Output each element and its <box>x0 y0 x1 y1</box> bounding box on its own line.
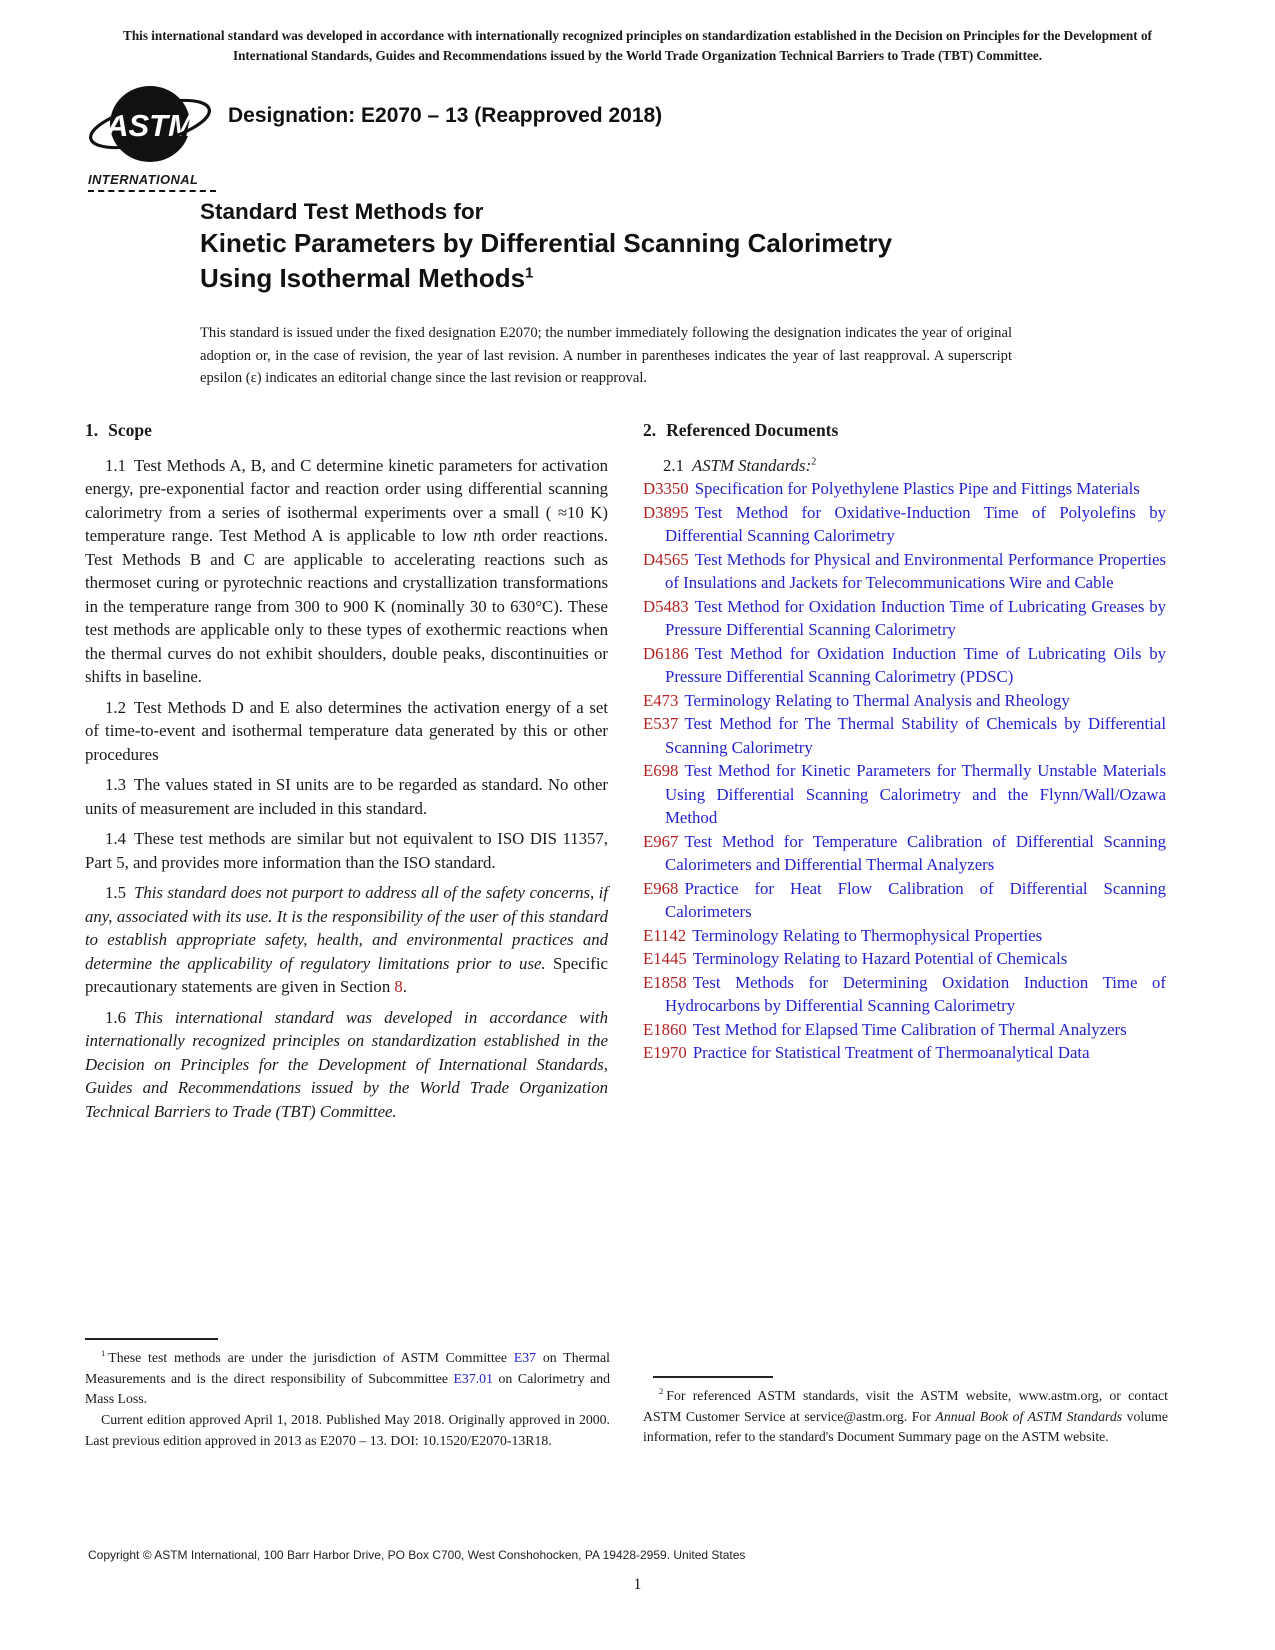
scope-paragraph-1-6: 1.6 This international standard was developed in accordance with internationally recognized principles on standardization established in the Decision on Principles for the Development of International Standards, Guides and Recommendations issued by the World Trade Organization Technical Barriers to Trade (TBT) Committee. <box>85 1007 608 1121</box>
reference-item <box>643 689 1166 713</box>
document-title <box>200 198 1060 295</box>
scope-paragraph-1-2: 1.2 Test Methods D and E also determines the activation energy of a set of time-to-event and isothermal temperature data generated by this or other procedures <box>85 697 608 764</box>
standard-title-link[interactable]: Test Method for Oxidation Induction Time of Lubricating Oils by Pressure Differential Scanning Calorimetry (PDSC) <box>665 643 1166 687</box>
standard-code-link[interactable]: E1445 <box>643 949 687 969</box>
standard-title-link[interactable]: Terminology Relating to Hazard Potential of Chemicals <box>692 949 1068 969</box>
title-footnote-marker: 1 <box>525 264 534 282</box>
standard-title-link[interactable]: Test Method for Elapsed Time Calibration of Thermal Analyzers <box>692 1019 1127 1039</box>
reference-item <box>643 877 1166 924</box>
standard-title-link[interactable]: Terminology Relating to Thermophysical Properties <box>692 925 1043 945</box>
issuing-note: This standard is issued under the fixed designation E2070; the number immediately following the designation indicates the year of original adoption or, in the case of revision, the year of last revision. A number in parentheses indicates the year of last reapproval. A superscript epsilon (ε) indicates an editorial change since the last revision or reapproval. <box>200 325 1012 387</box>
footnote-2: $^2$ For referenced ASTM standards, visit the ASTM website, www.astm.org, or contact ASTM Customer Service at service@astm.org. For Annual Book of ASTM Standards volume information, refer to the standard's Document Summary page on the ASTM website. <box>643 1386 1168 1445</box>
standard-title-link[interactable]: Test Methods for Determining Oxidation Induction Time of Hydrocarbons by Differential Scanning Calorimetry <box>665 972 1166 1016</box>
footnote-2-marker: 2 <box>811 455 817 467</box>
committee-e37-link[interactable]: E37 <box>513 1350 537 1365</box>
subcommittee-e37-01-link[interactable]: E37.01 <box>453 1370 493 1386</box>
reference-item <box>643 712 1166 759</box>
standard-code-link[interactable]: E1860 <box>643 1019 687 1039</box>
reference-item <box>643 971 1166 1018</box>
reference-item <box>643 642 1166 689</box>
standard-title-link[interactable]: Test Method for Oxidative-Induction Time of Polyolefins by Differential Scanning Calorimetry <box>665 502 1166 546</box>
standard-code-link[interactable]: D3350 <box>643 479 689 499</box>
title-line-3: Using Isothermal Methods$^1$ <box>200 262 534 293</box>
right-column <box>643 418 1166 1065</box>
footnote-1-marker: 1 <box>101 1348 106 1359</box>
astm-logo <box>88 84 218 192</box>
standard-title-link[interactable]: Test Method for Kinetic Parameters for Thermally Unstable Materials Using Differential Scanning Calorimetry and the Flynn/Wall/Ozawa Method <box>665 761 1166 828</box>
reference-item <box>643 501 1166 548</box>
astm-globe-icon <box>88 84 216 166</box>
standard-code-link[interactable]: E1858 <box>643 972 687 992</box>
reference-item <box>643 924 1166 948</box>
page-number: 1 <box>633 1576 642 1593</box>
standard-code-link[interactable]: E1142 <box>643 925 687 945</box>
standard-title-link[interactable]: Practice for Statistical Treatment of Thermoanalytical Data <box>692 1043 1090 1063</box>
reference-item <box>643 947 1166 971</box>
left-column <box>85 418 608 1123</box>
reference-item <box>643 1041 1166 1065</box>
scope-paragraph-1-1: 1.1 Test Methods A, B, and C determine kinetic parameters for activation energy, pre-exponential factor and reaction order using differential scanning calorimetry from a series of isothermal experiments over a small ( ≈10 K) temperature range. Test Method A is applicable to low nth order reactions. Test Methods B and C are applicable to accelerating reactions such as thermoset curing or pyrotechnic reactions and crystallization transformations in the temperature range from 300 to 900 K (nominally 30 to 630°C). These test methods are applicable only to these types of exothermic reactions when the thermal curves do not exhibit shoulders, double peaks, discontinuities or shifts in baseline. <box>85 455 608 687</box>
standard-code-link[interactable]: E1970 <box>643 1043 687 1063</box>
footnote-separator-right <box>653 1376 773 1378</box>
standard-code-link[interactable]: D5483 <box>643 596 689 616</box>
title-line-1: Standard Test Methods for <box>200 199 484 224</box>
section-8-reference-link[interactable]: 8 <box>394 977 403 997</box>
referenced-subsection-2-1: 2.1 ASTM Standards:$^2$ <box>663 455 817 475</box>
reference-item <box>643 830 1166 877</box>
standard-title-link[interactable]: Specification for Polyethylene Plastics Pipe and Fittings Materials <box>694 479 1140 499</box>
footnote-1: $^1$ These test methods are under the jurisdiction of ASTM Committee E37 on Thermal Measurements and is the direct responsibility of Subcommittee E37.01 on Calorimetry and Mass Loss. Current edition approved April 1, 2018. Published May 2018. Originally approved in 2000. Last previous edition approved in 2013 as E2070 – 13. DOI: 10.1520/E2070-13R18. <box>85 1348 610 1451</box>
astm-logo-text: ASTM <box>106 108 194 143</box>
reference-item <box>643 759 1166 830</box>
standard-title-link[interactable]: Test Method for Temperature Calibration of Differential Scanning Calorimeters and Differential Thermal Analyzers <box>665 831 1166 875</box>
scope-paragraph-1-3: 1.3 The values stated in SI units are to be regarded as standard. No other units of measurement are included in this standard. <box>85 775 608 818</box>
standard-code-link[interactable]: E698 <box>643 761 679 781</box>
standard-code-link[interactable]: E537 <box>643 714 679 734</box>
copyright-line: Copyright © ASTM International, 100 Barr Harbor Drive, PO Box C700, West Conshohocken, PA 19428-2959. United States <box>88 1548 746 1562</box>
title-line-2: Kinetic Parameters by Differential Scanning Calorimetry <box>200 228 893 259</box>
section-2-heading: 2. Referenced Documents <box>643 420 839 440</box>
standard-title-link[interactable]: Test Method for The Thermal Stability of Chemicals by Differential Scanning Calorimetry <box>665 714 1166 757</box>
reference-item <box>643 477 1166 501</box>
section-1-heading: 1. Scope <box>85 420 152 440</box>
standard-title-link[interactable]: Test Method for Oxidation Induction Time of Lubricating Greases by Pressure Differential Scanning Calorimetry <box>665 596 1166 640</box>
standard-code-link[interactable]: D3895 <box>643 502 689 522</box>
reference-item <box>643 548 1166 595</box>
standard-title-link[interactable]: Practice for Heat Flow Calibration of Differential Scanning Calorimeters <box>665 878 1166 922</box>
standard-title-link[interactable]: Test Methods for Physical and Environmental Performance Properties of Insulations and Jackets for Telecommunications Wire and Cable <box>665 549 1166 593</box>
standard-code-link[interactable]: D4565 <box>643 549 689 569</box>
standard-code-link[interactable]: E473 <box>643 690 679 710</box>
scope-paragraph-1-4: 1.4 These test methods are similar but not equivalent to ISO DIS 11357, Part 5, and provides more information than the ISO standard. <box>85 829 608 872</box>
standard-code-link[interactable]: E967 <box>643 831 679 851</box>
standard-code-link[interactable]: E968 <box>643 878 679 898</box>
reference-item <box>643 1018 1166 1042</box>
scope-paragraph-1-5: 1.5 This standard does not purport to address all of the safety concerns, if any, associated with its use. It is the responsibility of the user of this standard to establish appropriate safety, health, and environmental practices and determine the applicability of regulatory limitations prior to use. Specific precautionary statements are given in Section 8. <box>85 883 608 997</box>
reference-item <box>643 595 1166 642</box>
tbt-notice: This international standard was developed in accordance with internationally recognized principles on standardization established in the Decision on Principles for the Development of International Standards, Guides and Recommendations issued by the World Trade Organization Technical Barriers to Trade (TBT) Committee. <box>123 28 1152 64</box>
astm-logo-international-text: INTERNATIONAL <box>88 172 216 192</box>
footnote-separator-left <box>85 1338 218 1340</box>
standard-code-link[interactable]: D6186 <box>643 643 689 663</box>
footnote-2-marker-bottom: 2 <box>659 1386 664 1397</box>
designation: Designation: E2070 – 13 (Reapproved 2018) <box>228 104 663 127</box>
standard-title-link[interactable]: Terminology Relating to Thermal Analysis and Rheology <box>684 690 1070 710</box>
footnote-1-edition-note: Current edition approved April 1, 2018. Published May 2018. Originally approved in 2000. Last previous edition approved in 2013 as E2070 – 13. DOI: 10.1520/E2070-13R18. <box>85 1412 610 1448</box>
referenced-standards-list <box>643 477 1166 1065</box>
